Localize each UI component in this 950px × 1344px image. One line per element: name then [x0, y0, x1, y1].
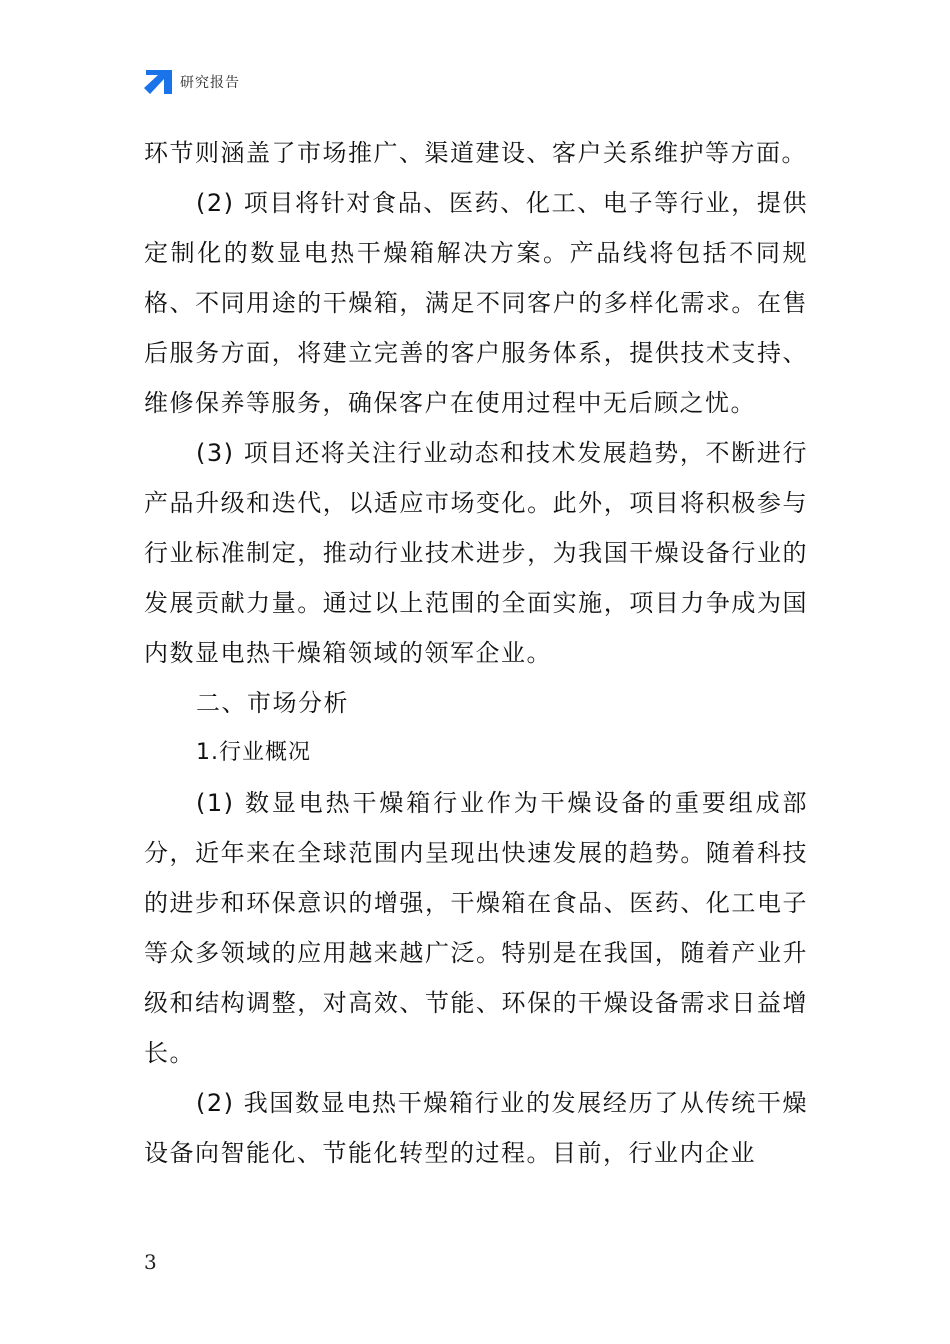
paragraph-overview-1: (1) 数显电热干燥箱行业作为干燥设备的重要组成部分，近年来在全球范围内呈现出快速发展的趋势。随着科技的进步和环保意识的增强，干燥箱在食品、医药、化工电子等众多领域的应用越来越广泛。特别是在我国，随着产业升级和结构调整，对高效、节能、环保的干燥设备需求日益增长。: [144, 789, 808, 1067]
paragraph-item-2: (2) 项目将针对食品、医药、化工、电子等行业，提供定制化的数显电热干燥箱解决方案。产品线将包括不同规格、不同用途的干燥箱，满足不同客户的多样化需求。在售后服务方面，将建立完善的客户服务体系，提供技术支持、维修保养等服务，确保客户在使用过程中无后顾之忧。: [144, 189, 808, 417]
subsection-title: 1.行业概况: [196, 740, 311, 765]
page-header: [144, 70, 240, 94]
paragraph-overview-2: (2) 我国数显电热干燥箱行业的发展经历了从传统干燥设备向智能化、节能化转型的过程。目前，行业内企业: [144, 1089, 808, 1167]
paragraph-item-3: (3) 项目还将关注行业动态和技术发展趋势，不断进行产品升级和迭代，以适应市场变化。此外，项目将积极参与行业标准制定，推动行业技术进步，为我国干燥设备行业的发展贡献力量。通过以上范围的全面实施，项目力争成为国内数显电热干燥箱领域的领军企业。: [144, 439, 808, 667]
arrow-up-right-logo-icon: [144, 70, 172, 94]
page-number: 3: [144, 1250, 157, 1274]
header-label: 研究报告: [180, 75, 240, 91]
section-title: 二、市场分析: [196, 689, 349, 717]
paragraph-continuation: 环节则涵盖了市场推广、渠道建设、客户关系维护等方面。: [144, 139, 807, 167]
document-body: [144, 128, 808, 1178]
